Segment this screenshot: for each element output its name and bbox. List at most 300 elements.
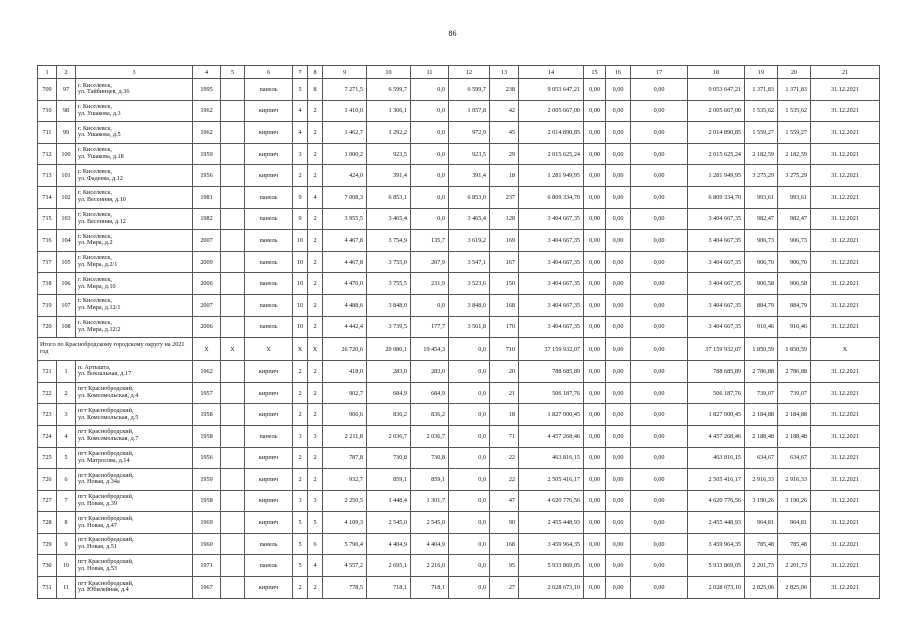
entrances: 3 (308, 490, 323, 512)
fund-b: 0,00 (606, 404, 631, 426)
col-5 (221, 79, 245, 101)
fund-c: 0,00 (631, 100, 688, 122)
residents: 168 (490, 294, 519, 316)
residents: 45 (490, 122, 519, 144)
floors: 10 (293, 294, 308, 316)
area-living: 391,4 (367, 165, 411, 187)
area-total: 787,8 (323, 447, 367, 469)
area-private: 0,0 (411, 143, 449, 165)
row-index: 711 (38, 122, 57, 144)
wall-material: кирпич (245, 143, 293, 165)
fund-c: 0,00 (631, 165, 688, 187)
area-living: 2 545,0 (367, 512, 411, 534)
row-index: 721 (38, 361, 57, 383)
unit-cost-max: 634,67 (778, 447, 811, 469)
residents: 170 (490, 316, 519, 338)
unit-cost: 2 184,88 (745, 404, 778, 426)
fund-c: 0,00 (631, 555, 688, 577)
address-line-1: пгт Краснобродский, (78, 471, 134, 479)
entrances: 2 (308, 230, 323, 252)
address-line-2: ул. Комсомольская, д.4 (78, 392, 139, 400)
address-line-2: ул. Ушакова, д.3 (78, 109, 121, 117)
area-municipal: 6 599,7 (449, 79, 490, 101)
area-total: 902,7 (323, 382, 367, 404)
fund-b: 0,00 (606, 251, 631, 273)
table-row (38, 273, 880, 295)
area-private: 0,0 (411, 122, 449, 144)
wall-material: кирпич (245, 490, 293, 512)
table-row (38, 316, 880, 338)
address-line-2: ул. Комсомольская, д.7 (78, 435, 139, 443)
address (76, 361, 193, 383)
address-line-2: ул. Тайбинцев, д.36 (78, 88, 130, 96)
column-number: 15 (584, 66, 606, 79)
wall-material: панель (245, 273, 293, 295)
build-year: 1958 (193, 490, 221, 512)
area-total: 778,5 (323, 577, 367, 599)
address (76, 533, 193, 555)
fund-b: 0,00 (606, 382, 631, 404)
floors: 2 (293, 361, 308, 383)
area-total: 418,0 (323, 361, 367, 383)
area-total: 5 790,4 (323, 533, 367, 555)
column-number: 11 (411, 66, 449, 79)
residents: 71 (490, 425, 519, 447)
address-line-2: ул. Вокзальная, д.17 (78, 370, 132, 378)
build-year: 1962 (193, 361, 221, 383)
address-line-2: ул. Весенняя, д.12 (78, 217, 126, 225)
fund-a: 0,00 (584, 382, 606, 404)
floors: 10 (293, 273, 308, 295)
floors: 10 (293, 230, 308, 252)
address (76, 555, 193, 577)
row-index: 715 (38, 208, 57, 230)
column-number: 4 (193, 66, 221, 79)
row-index: 719 (38, 294, 57, 316)
area-municipal: 3 848,0 (449, 294, 490, 316)
unit-cost-max: 2 188,48 (778, 425, 811, 447)
local-index: 101 (57, 165, 76, 187)
deadline: 31.12.2021 (811, 208, 880, 230)
column-number: 17 (631, 66, 688, 79)
address-line-1: п. Артышта, (78, 363, 111, 371)
fund-b: 0,00 (606, 79, 631, 101)
unit-cost: 910,46 (745, 316, 778, 338)
deadline: 31.12.2021 (811, 230, 880, 252)
address (76, 273, 193, 295)
address (76, 294, 193, 316)
build-year: 2006 (193, 316, 221, 338)
cost-total: 3 404 667,35 (519, 208, 584, 230)
address-line-2: ул. Юбилейная, д.4 (78, 586, 129, 594)
col-5 (221, 143, 245, 165)
deadline: 31.12.2021 (811, 361, 880, 383)
column-number: 16 (606, 66, 631, 79)
area-living: 3 755,0 (367, 251, 411, 273)
local-index: 107 (57, 294, 76, 316)
entrances: 2 (308, 382, 323, 404)
area-private: 2 545,0 (411, 512, 449, 534)
area-municipal: 0,0 (449, 447, 490, 469)
local-index: 9 (57, 533, 76, 555)
address (76, 425, 193, 447)
build-year: 1969 (193, 512, 221, 534)
column-number: 14 (519, 66, 584, 79)
address-line-1: г. Киселевск, (78, 81, 112, 89)
cost-total: 463 816,15 (519, 447, 584, 469)
column-number: 7 (293, 66, 308, 79)
unit-cost-max: 1 371,83 (778, 79, 811, 101)
area-living: 923,5 (367, 143, 411, 165)
floors: 2 (293, 382, 308, 404)
entrances: 8 (308, 79, 323, 101)
area-living: 684,9 (367, 382, 411, 404)
residents: 27 (490, 577, 519, 599)
fund-b: 0,00 (606, 294, 631, 316)
build-year: 1956 (193, 447, 221, 469)
area-municipal: 0,0 (449, 555, 490, 577)
fund-b: 0,00 (606, 316, 631, 338)
area-living: 3 755,5 (367, 273, 411, 295)
cost-total: 506 187,76 (519, 382, 584, 404)
residents: 167 (490, 251, 519, 273)
table-row (38, 251, 880, 273)
unit-cost-max: 884,79 (778, 294, 811, 316)
address (76, 404, 193, 426)
fund-a: 0,00 (584, 294, 606, 316)
fund-c: 0,00 (631, 447, 688, 469)
fund-b: 0,00 (606, 273, 631, 295)
total-row (38, 338, 880, 361)
unit-cost: 1 559,27 (745, 122, 778, 144)
fund-b: 0,00 (606, 577, 631, 599)
fund-c: 0,00 (631, 469, 688, 491)
build-year: 1962 (193, 122, 221, 144)
residents: 128 (490, 208, 519, 230)
local-index: 105 (57, 251, 76, 273)
col-5 (221, 100, 245, 122)
row-index: 717 (38, 251, 57, 273)
cost-owners: 3 404 667,35 (688, 316, 745, 338)
total-s2: 20 080,1 (367, 338, 411, 361)
unit-cost: 3 190,26 (745, 490, 778, 512)
area-living: 2 036,7 (367, 425, 411, 447)
deadline: 31.12.2021 (811, 273, 880, 295)
column-number: 18 (688, 66, 745, 79)
build-year: 1958 (193, 425, 221, 447)
area-private: 135,7 (411, 230, 449, 252)
build-year: 1959 (193, 469, 221, 491)
area-municipal: 3 465,4 (449, 208, 490, 230)
cost-owners: 463 816,15 (688, 447, 745, 469)
area-municipal: 3 523,6 (449, 273, 490, 295)
local-index: 10 (57, 555, 76, 577)
residents: 22 (490, 469, 519, 491)
cost-total: 4 620 776,56 (519, 490, 584, 512)
residents: 20 (490, 361, 519, 383)
address (76, 100, 193, 122)
fund-c: 0,00 (631, 577, 688, 599)
col-5 (221, 165, 245, 187)
area-private: 0,0 (411, 100, 449, 122)
fund-a: 0,00 (584, 447, 606, 469)
column-number: 8 (308, 66, 323, 79)
deadline: 31.12.2021 (811, 512, 880, 534)
build-year: 2009 (193, 251, 221, 273)
column-number-row (38, 66, 880, 79)
area-living: 836,2 (367, 404, 411, 426)
local-index: 104 (57, 230, 76, 252)
cost-total: 3 404 667,35 (519, 316, 584, 338)
cost-owners: 2 455 448,93 (688, 512, 745, 534)
floors: 3 (293, 490, 308, 512)
fund-c: 0,00 (631, 316, 688, 338)
wall-material: панель (245, 425, 293, 447)
address (76, 490, 193, 512)
area-total: 932,7 (323, 469, 367, 491)
fund-c: 0,00 (631, 143, 688, 165)
deadline: 31.12.2021 (811, 382, 880, 404)
row-index: 718 (38, 273, 57, 295)
area-municipal: 0,0 (449, 533, 490, 555)
wall-material: кирпич (245, 469, 293, 491)
total-r2: 1 850,59 (778, 338, 811, 361)
address (76, 165, 193, 187)
address-line-2: ул. Новая, д.47 (78, 521, 117, 529)
local-index: 98 (57, 100, 76, 122)
floors: 9 (293, 186, 308, 208)
fund-c: 0,00 (631, 230, 688, 252)
col-5 (221, 251, 245, 273)
unit-cost: 2 201,73 (745, 555, 778, 577)
area-municipal: 0,0 (449, 577, 490, 599)
unit-cost: 964,81 (745, 512, 778, 534)
unit-cost: 982,47 (745, 208, 778, 230)
cost-total: 3 459 964,35 (519, 533, 584, 555)
cost-total: 6 809 334,70 (519, 186, 584, 208)
build-year: 1971 (193, 555, 221, 577)
fund-c: 0,00 (631, 79, 688, 101)
deadline: 31.12.2021 (811, 100, 880, 122)
wall-material: панель (245, 316, 293, 338)
col-5 (221, 533, 245, 555)
area-municipal: 6 853,0 (449, 186, 490, 208)
cost-total: 4 457 268,46 (519, 425, 584, 447)
col-5 (221, 555, 245, 577)
local-index: 7 (57, 490, 76, 512)
fund-b: 0,00 (606, 208, 631, 230)
cost-owners: 3 404 667,35 (688, 251, 745, 273)
address-line-2: ул. Новая, д.53 (78, 564, 117, 572)
total-z1: 0,00 (584, 338, 606, 361)
table-row (38, 382, 880, 404)
row-index: 728 (38, 512, 57, 534)
cost-total: 3 404 667,35 (519, 294, 584, 316)
column-number: 20 (778, 66, 811, 79)
area-total: 1 000,2 (323, 143, 367, 165)
column-number: 1 (38, 66, 57, 79)
cost-total: 2 455 448,93 (519, 512, 584, 534)
col-5 (221, 447, 245, 469)
local-index: 103 (57, 208, 76, 230)
unit-cost-max: 2 201,73 (778, 555, 811, 577)
address-line-1: г. Киселевск, (78, 146, 112, 154)
cost-total: 3 404 667,35 (519, 230, 584, 252)
col-5 (221, 122, 245, 144)
col-5 (221, 273, 245, 295)
area-living: 1 448,4 (367, 490, 411, 512)
cost-total: 3 404 667,35 (519, 273, 584, 295)
unit-cost: 634,67 (745, 447, 778, 469)
total-s3: 19 454,3 (411, 338, 449, 361)
address-line-2: ул. Мира, д.2 (78, 239, 113, 247)
fund-b: 0,00 (606, 447, 631, 469)
cost-owners: 3 404 667,35 (688, 273, 745, 295)
address-line-1: г. Киселевск, (78, 275, 112, 283)
area-living: 3 739,5 (367, 316, 411, 338)
address-line-2: ул. Мира, д.10 (78, 282, 116, 290)
cost-total: 2 005 667,00 (519, 100, 584, 122)
fund-b: 0,00 (606, 165, 631, 187)
cost-owners: 506 187,76 (688, 382, 745, 404)
cost-owners: 1 827 000,45 (688, 404, 745, 426)
unit-cost-max: 982,47 (778, 208, 811, 230)
cost-total: 2 014 890,85 (519, 122, 584, 144)
address-line-1: пгт Краснобродский, (78, 493, 134, 501)
address-line-2: ул. Мира, д.2/1 (78, 261, 118, 269)
address (76, 143, 193, 165)
cost-owners: 4 457 268,46 (688, 425, 745, 447)
fund-a: 0,00 (584, 208, 606, 230)
unit-cost: 2 786,88 (745, 361, 778, 383)
total-r1: 1 850,59 (745, 338, 778, 361)
row-index: 722 (38, 382, 57, 404)
cost-owners: 3 404 667,35 (688, 208, 745, 230)
fund-c: 0,00 (631, 425, 688, 447)
address-line-2: ул. Фадеева, д.12 (78, 174, 123, 182)
fund-a: 0,00 (584, 404, 606, 426)
total-v2: 37 159 932,07 (688, 338, 745, 361)
build-year: 1958 (193, 404, 221, 426)
address (76, 79, 193, 101)
area-municipal: 3 619,2 (449, 230, 490, 252)
fund-a: 0,00 (584, 165, 606, 187)
unit-cost: 2 182,59 (745, 143, 778, 165)
total-z3: 0,00 (631, 338, 688, 361)
address (76, 208, 193, 230)
area-private: 2 036,7 (411, 425, 449, 447)
deadline: 31.12.2021 (811, 316, 880, 338)
col-5 (221, 382, 245, 404)
unit-cost: 1 371,83 (745, 79, 778, 101)
fund-b: 0,00 (606, 186, 631, 208)
fund-b: 0,00 (606, 490, 631, 512)
unit-cost-max: 785,48 (778, 533, 811, 555)
col-5 (221, 208, 245, 230)
entrances: 2 (308, 208, 323, 230)
fund-b: 0,00 (606, 533, 631, 555)
area-total: 7 271,5 (323, 79, 367, 101)
total-f: X (293, 338, 308, 361)
col-5 (221, 316, 245, 338)
table-row (38, 143, 880, 165)
fund-c: 0,00 (631, 404, 688, 426)
housing-register-table (37, 65, 880, 599)
address-line-1: пгт Краснобродский, (78, 514, 134, 522)
cost-owners: 2 005 667,00 (688, 100, 745, 122)
row-index: 716 (38, 230, 57, 252)
entrances: 5 (308, 512, 323, 534)
area-municipal: 0,0 (449, 512, 490, 534)
fund-a: 0,00 (584, 533, 606, 555)
area-total: 4 467,8 (323, 230, 367, 252)
fund-c: 0,00 (631, 186, 688, 208)
address-line-2: ул. Комсомольская, д.5 (78, 413, 139, 421)
fund-a: 0,00 (584, 186, 606, 208)
fund-b: 0,00 (606, 512, 631, 534)
wall-material: панель (245, 555, 293, 577)
build-year: 1959 (193, 143, 221, 165)
row-index: 726 (38, 469, 57, 491)
address-line-1: г. Киселевск, (78, 297, 112, 305)
area-living: 4 404,9 (367, 533, 411, 555)
floors: 2 (293, 577, 308, 599)
fund-a: 0,00 (584, 79, 606, 101)
deadline: 31.12.2021 (811, 251, 880, 273)
fund-a: 0,00 (584, 555, 606, 577)
row-index: 729 (38, 533, 57, 555)
cost-total: 3 404 667,35 (519, 251, 584, 273)
table-row (38, 208, 880, 230)
table-row (38, 425, 880, 447)
fund-a: 0,00 (584, 512, 606, 534)
area-private: 684,9 (411, 382, 449, 404)
entrances: 2 (308, 273, 323, 295)
unit-cost-max: 2 825,06 (778, 577, 811, 599)
fund-a: 0,00 (584, 273, 606, 295)
cost-total: 9 053 647,21 (519, 79, 584, 101)
unit-cost-max: 993,61 (778, 186, 811, 208)
cost-owners: 3 459 964,35 (688, 533, 745, 555)
fund-a: 0,00 (584, 100, 606, 122)
area-private: 207,9 (411, 251, 449, 273)
address-line-1: г. Киселевск, (78, 124, 112, 132)
fund-a: 0,00 (584, 469, 606, 491)
local-index: 108 (57, 316, 76, 338)
deadline: 31.12.2021 (811, 425, 880, 447)
cost-owners: 1 281 949,95 (688, 165, 745, 187)
area-municipal: 1 057,8 (449, 100, 490, 122)
deadline: 31.12.2021 (811, 165, 880, 187)
floors: 2 (293, 404, 308, 426)
area-total: 4 557,2 (323, 555, 367, 577)
unit-cost: 1 535,62 (745, 100, 778, 122)
address (76, 382, 193, 404)
col-5 (221, 425, 245, 447)
address (76, 251, 193, 273)
area-municipal: 0,0 (449, 404, 490, 426)
address (76, 577, 193, 599)
area-private: 0,0 (411, 208, 449, 230)
floors: 10 (293, 316, 308, 338)
unit-cost: 993,61 (745, 186, 778, 208)
area-living: 1 306,1 (367, 100, 411, 122)
fund-a: 0,00 (584, 577, 606, 599)
area-living: 859,1 (367, 469, 411, 491)
area-total: 1 462,7 (323, 122, 367, 144)
table-row (38, 447, 880, 469)
col-5 (221, 361, 245, 383)
